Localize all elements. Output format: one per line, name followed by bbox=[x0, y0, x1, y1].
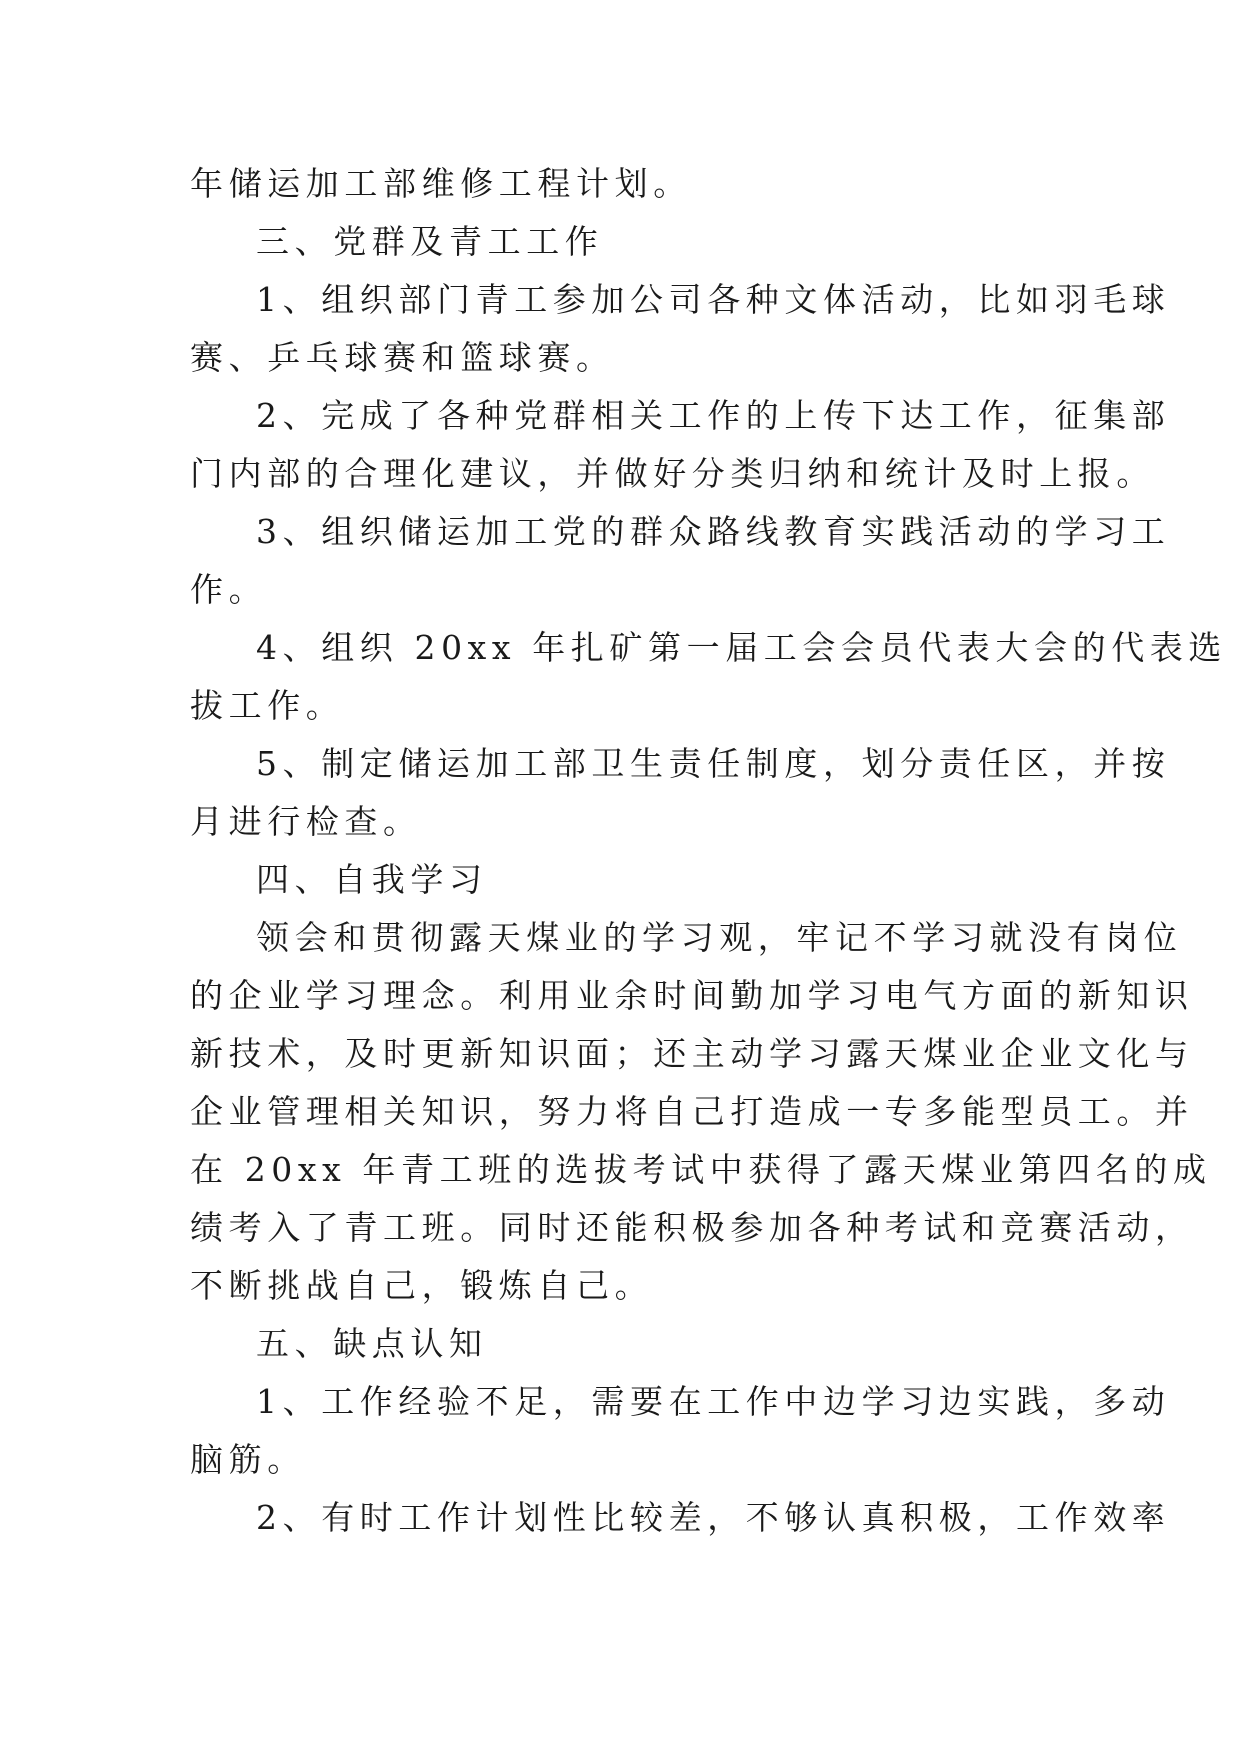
text-line: 月进行检查。 bbox=[190, 802, 422, 841]
text-line: 作。 bbox=[190, 570, 268, 609]
text-line: 2、完成了各种党群相关工作的上传下达工作，征集部 bbox=[256, 396, 1171, 435]
text-line: 赛、乒乓球赛和篮球赛。 bbox=[190, 338, 615, 377]
text-line: 5、制定储运加工部卫生责任制度，划分责任区，并按 bbox=[256, 744, 1171, 783]
text-line: 企业管理相关知识，努力将自己打造成一专多能型员工。并 bbox=[190, 1092, 1194, 1131]
text-line: 2、有时工作计划性比较差，不够认真积极，工作效率 bbox=[256, 1498, 1171, 1537]
text-line: 脑筋。 bbox=[190, 1440, 306, 1479]
text-line: 1、工作经验不足，需要在工作中边学习边实践，多动 bbox=[256, 1382, 1171, 1421]
text-line: 新技术，及时更新知识面；还主动学习露天煤业企业文化与 bbox=[190, 1034, 1194, 1073]
text-line: 拔工作。 bbox=[190, 686, 345, 725]
text-line: 不断挑战自己，锻炼自己。 bbox=[190, 1266, 654, 1305]
text-line: 的企业学习理念。利用业余时间勤加学习电气方面的新知识 bbox=[190, 976, 1194, 1015]
text-line: 门内部的合理化建议，并做好分类归纳和统计及时上报。 bbox=[190, 454, 1155, 493]
text-line: 绩考入了青工班。同时还能积极参加各种考试和竞赛活动， bbox=[190, 1208, 1194, 1247]
text-line: 年储运加工部维修工程计划。 bbox=[190, 164, 692, 203]
section-heading: 五、缺点认知 bbox=[256, 1324, 488, 1363]
text-line: 领会和贯彻露天煤业的学习观，牢记不学习就没有岗位 bbox=[256, 918, 1183, 957]
text-line: 1、组织部门青工参加公司各种文体活动，比如羽毛球 bbox=[256, 280, 1171, 319]
text-line: 在 20xx 年青工班的选拔考试中获得了露天煤业第四名的成 bbox=[190, 1150, 1212, 1189]
text-line: 3、组织储运加工党的群众路线教育实践活动的学习工 bbox=[256, 512, 1171, 551]
section-heading: 四、自我学习 bbox=[256, 860, 488, 899]
text-line: 4、组织 20xx 年扎矿第一届工会会员代表大会的代表选 bbox=[256, 628, 1227, 667]
section-heading: 三、党群及青工工作 bbox=[256, 222, 604, 261]
